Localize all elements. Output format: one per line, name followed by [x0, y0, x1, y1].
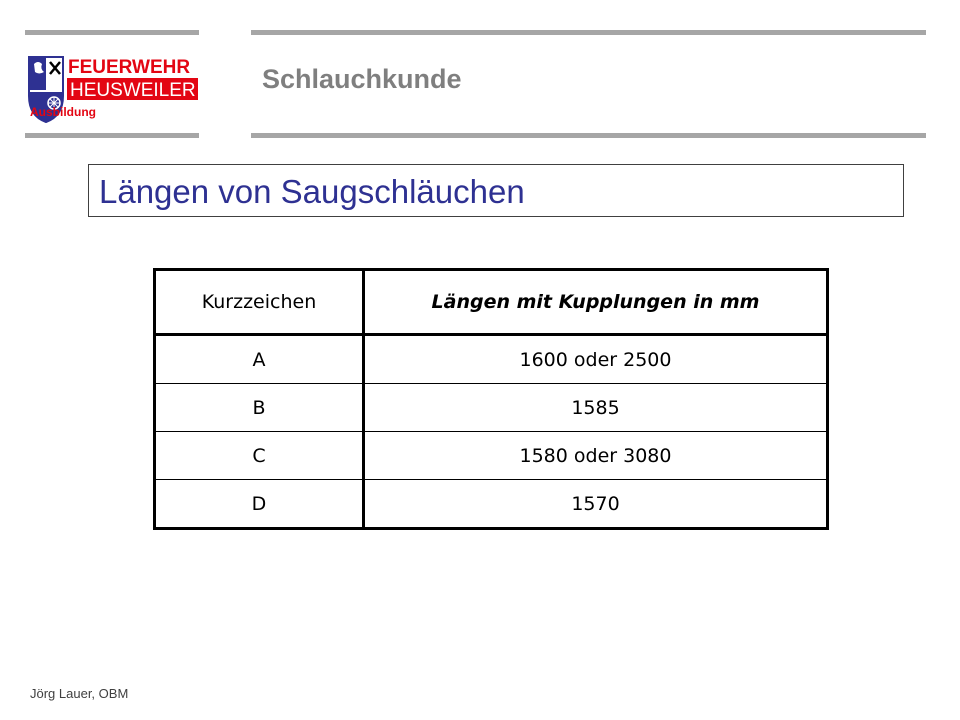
cell-code: A — [155, 335, 364, 384]
cell-code: D — [155, 480, 364, 529]
slide-title-box — [88, 164, 904, 217]
section-title: Schlauchkunde — [262, 64, 462, 94]
cell-length: 1570 — [364, 480, 828, 529]
top-rule-left — [25, 30, 199, 35]
logo-line2: HEUSWEILER — [70, 80, 196, 101]
cell-length: 1600 oder 2500 — [364, 335, 828, 384]
slide-title: Längen von Saugschläuchen — [99, 173, 525, 210]
cell-code: B — [155, 384, 364, 432]
bottom-rule-left — [25, 133, 199, 138]
cell-length: 1580 oder 3080 — [364, 432, 828, 480]
footer-author: Jörg Lauer, OBM — [30, 686, 129, 701]
header-laengen: Längen mit Kupplungen in mm — [364, 270, 828, 335]
logo-line1: FEUERWEHR — [68, 57, 191, 78]
cell-code: C — [155, 432, 364, 480]
feuerwehr-logo — [26, 52, 201, 124]
lengths-table — [153, 268, 829, 530]
table-row — [155, 480, 828, 529]
bottom-rule-right — [251, 133, 926, 138]
logo-line3: Ausbildung — [30, 105, 96, 119]
cell-length: 1585 — [364, 384, 828, 432]
header-kurzzeichen: Kurzzeichen — [155, 270, 364, 335]
table-row — [155, 432, 828, 480]
table-row — [155, 384, 828, 432]
table-header-row — [155, 270, 828, 335]
top-rule-right — [251, 30, 926, 35]
table-row — [155, 335, 828, 384]
